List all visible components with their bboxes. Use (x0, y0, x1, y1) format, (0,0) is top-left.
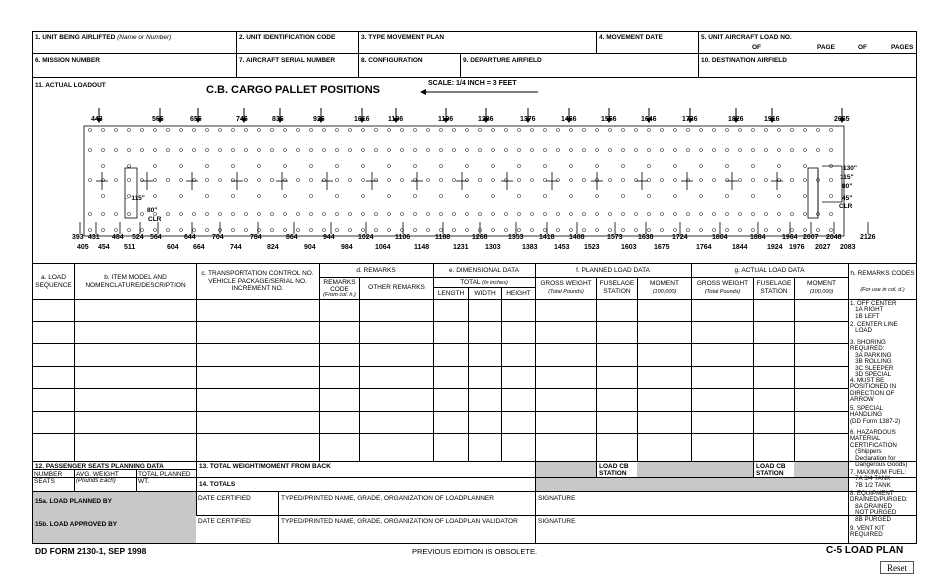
station-label-bottom: 2007 (803, 234, 819, 241)
form-number: DD FORM 2130-1, SEP 1998 (35, 546, 147, 556)
station-label-bottom: 984 (341, 244, 353, 251)
remark-code-item: 6. HAZARDOUS MATERIAL CERTIFICATION (Shippers Declaration for Dangerous Goods) (850, 429, 908, 469)
col-h-hint: (For use in col. d.) (860, 287, 905, 293)
remark-code-item: 4. MUST BE POSITIONED IN DIRECTION OF ARROW (850, 377, 897, 404)
col-g-station-header: FUSELAGE STATION (756, 280, 792, 295)
typed-validator-label: TYPED/PRINTED NAME, GRADE, ORGANIZATION OF LOADPLAN VALIDATOR (281, 518, 518, 525)
cargo-deck-diagram (32, 100, 916, 268)
ramp-box-left (125, 168, 137, 218)
station-label-top: 1286 (478, 116, 494, 123)
unit-airlifted-label: 1. UNIT BEING AIRLIFTED (Name or Number) (35, 34, 172, 41)
totals-label: 14. TOTALS (199, 481, 236, 488)
col-f-gross-hint: (Total Pounds) (548, 289, 584, 295)
col-f-header: f. PLANNED LOAD DATA (576, 267, 650, 274)
avg-weight-label: AVG. WEIGHT (76, 471, 119, 478)
station-label-bottom: 2027 (815, 244, 831, 251)
col-e-total-header: TOTAL (In inches) (460, 279, 508, 286)
typed-planner-label: TYPED/PRINTED NAME, GRADE, ORGANIZATION OF LOADPLANNER (281, 495, 494, 502)
departure-airfield-label: 9. DEPARTURE AIRFIELD (463, 57, 542, 64)
station-label-bottom: 1303 (485, 244, 501, 251)
station-label-top: 1466 (561, 116, 577, 123)
movement-date-label: 4. MOVEMENT DATE (599, 34, 663, 41)
type-movement-plan-label: 3. TYPE MOVEMENT PLAN (361, 34, 445, 41)
dim-115-left: ← 115" (123, 195, 145, 202)
station-label-bottom: 944 (323, 234, 335, 241)
station-label-bottom: 1453 (554, 244, 570, 251)
col-g-moment-header: MOMENT (807, 280, 836, 287)
unit-id-code-label: 2. UNIT IDENTIFICATION CODE (239, 34, 336, 41)
station-label-bottom: 704 (212, 234, 224, 241)
station-label-bottom: 405 (77, 244, 89, 251)
station-label-top: 566 (152, 116, 164, 123)
col-d-code-header: REMARKS CODE (323, 279, 356, 293)
signature-planned-label: SIGNATURE (538, 495, 576, 502)
total-weight-label: 13. TOTAL WEIGHT/MOMENT FROM BACK (199, 463, 331, 470)
station-label-bottom: 1603 (621, 244, 637, 251)
col-d-other-header: OTHER REMARKS (368, 284, 425, 291)
col-e-length-header: LENGTH (437, 290, 465, 297)
station-label-bottom: 1924 (767, 244, 783, 251)
configuration-label: 8. CONFIGURATION (361, 57, 423, 64)
station-label-top: 1556 (601, 116, 617, 123)
station-label-bottom: 1024 (358, 234, 374, 241)
station-label-bottom: 1675 (654, 244, 670, 251)
station-label-bottom: 904 (304, 244, 316, 251)
remark-code-item: 9. VENT KIT REQUIRED (850, 525, 885, 539)
col-e-height-header: HEIGHT (506, 290, 531, 297)
station-label-bottom: 744 (230, 244, 242, 251)
planned-by-label: 15a. LOAD PLANNED BY (35, 498, 112, 505)
station-label-bottom: 1353 (508, 234, 524, 241)
station-label-bottom: 1964 (782, 234, 798, 241)
col-d-code-hint: (From col. h.) (323, 292, 356, 298)
station-label-bottom: 484 (112, 234, 124, 241)
station-label-bottom: 664 (193, 244, 205, 251)
col-g-header: g. ACTUAL LOAD DATA (734, 267, 805, 274)
actual-loadout-label: 11. ACTUAL LOADOUT (35, 82, 106, 89)
station-label-bottom: 1418 (539, 234, 555, 241)
approved-by-label: 15b. LOAD APPROVED BY (35, 521, 118, 528)
station-label-bottom: 1231 (453, 244, 469, 251)
station-label-bottom: 604 (167, 244, 179, 251)
station-label-bottom: 393 (72, 234, 84, 241)
station-label-bottom: 824 (267, 244, 279, 251)
destination-airfield-label: 10. DESTINATION AIRFIELD (701, 57, 787, 64)
diagram-scale: SCALE: 1/4 INCH = 3 FEET (428, 80, 517, 87)
station-label-top: 1826 (728, 116, 744, 123)
col-g-moment-hint: (100,000) (809, 289, 834, 295)
station-label-bottom: 454 (98, 244, 110, 251)
station-label-bottom: 1976 (789, 244, 805, 251)
remark-code-item: 2. CENTER LINE LOAD (850, 321, 898, 335)
station-label-top: 836 (272, 116, 284, 123)
col-e-header: e. DIMENSIONAL DATA (449, 267, 519, 274)
seats-title: 12. PASSENGER SEATS PLANNING DATA (35, 463, 164, 470)
station-label-bottom: 1724 (672, 234, 688, 241)
col-g-gross-header: GROSS WEIGHT (696, 280, 749, 287)
number-seats-label: NUMBER SEATS (34, 471, 63, 485)
station-label-bottom: 644 (184, 234, 196, 241)
station-label-bottom: 1268 (472, 234, 488, 241)
station-label-bottom: 1488 (569, 234, 585, 241)
avg-weight-hint: (Pounds Each) (76, 478, 116, 484)
load-no-label: 5. UNIT AIRCRAFT LOAD NO. (701, 34, 792, 41)
station-label-top: 1376 (520, 116, 536, 123)
col-d-header: d. REMARKS (356, 267, 396, 274)
aircraft-serial-label: 7. AIRCRAFT SERIAL NUMBER (239, 57, 336, 64)
signature-approved-label: SIGNATURE (538, 518, 576, 525)
remark-code-item: 3. SHORING REQUIRED: 3A PARKING 3B ROLLING 3C SLEEPER 3D SPECIAL (850, 339, 894, 379)
station-label-top: 1016 (354, 116, 370, 123)
col-c-header: c. TRANSPORTATION CONTROL NO. VEHICLE PACKAGE/SERIAL NO. INCREMENT NO. (201, 270, 314, 292)
remark-code-item: 1. OFF CENTER 1A RIGHT 1B LEFT (850, 300, 897, 320)
station-label-bottom: 1764 (696, 244, 712, 251)
load-cb-station-actual: LOAD CB STATION (756, 463, 786, 477)
col-f-station-header: FUSELAGE STATION (599, 280, 635, 295)
station-label-top: 656 (190, 116, 202, 123)
remark-code-item: 8. EQUIPMENT DRAINED/PURGED: 8A DRAINED NOT PURGED 8B PURGED (850, 490, 908, 523)
col-g-gross-hint: (Total Pounds) (704, 289, 741, 295)
station-label-bottom: 524 (132, 234, 144, 241)
station-label-top: 746 (236, 116, 248, 123)
station-label-top: 1736 (682, 116, 698, 123)
station-label-bottom: 1573 (607, 234, 623, 241)
station-label-bottom: 431 (88, 234, 100, 241)
dim-45-right: 45" (842, 195, 853, 202)
pages-label: PAGES (891, 44, 914, 51)
dim-80-left: 80" (147, 207, 158, 214)
station-label-bottom: 1884 (750, 234, 766, 241)
page-label: PAGE (817, 44, 835, 51)
diagram-title: C.B. CARGO PALLET POSITIONS (206, 84, 380, 96)
reset-button[interactable]: Reset (880, 561, 914, 574)
col-f-moment-hint: (100,000) (652, 289, 677, 295)
remark-code-item: 7. MAXIMUM FUEL: 7A 3/4 TANK 7B 1/2 TANK (850, 469, 907, 489)
load-cb-station-planned: LOAD CB STATION (599, 463, 629, 477)
station-label-bottom: 1804 (712, 234, 728, 241)
obsolete-notice: PREVIOUS EDITION IS OBSOLETE. (412, 547, 538, 556)
dim-115-right: 115" (840, 174, 854, 181)
station-label-top: 1646 (641, 116, 657, 123)
station-label-top: 1916 (764, 116, 780, 123)
station-label-bottom: 1638 (638, 234, 654, 241)
station-label-top: 1106 (388, 116, 404, 123)
station-label-bottom: 564 (150, 234, 162, 241)
remark-code-item: 5. SPECIAL HANDLING (DD Form 1387-2) (850, 405, 901, 425)
ramp-box-right (808, 168, 818, 218)
station-label-bottom: 864 (286, 234, 298, 241)
total-planned-label: TOTAL PLANNED WT. (138, 471, 191, 485)
dim-130-right: 130" (843, 165, 857, 172)
station-label-bottom: 1523 (584, 244, 600, 251)
col-f-gross-header: GROSS WEIGHT (540, 280, 592, 287)
clr-left: CLR (148, 216, 162, 223)
page-of-label: OF (858, 44, 868, 51)
station-label-bottom: 784 (250, 234, 262, 241)
col-h-header: h. REMARKS CODES (850, 270, 915, 277)
station-label-bottom: 1383 (522, 244, 538, 251)
date-certified-approved: DATE CERTIFIED (198, 518, 251, 525)
station-label-bottom: 2048 (826, 234, 842, 241)
dim-80-right: 80" (842, 183, 853, 190)
station-label-bottom: 1106 (395, 234, 411, 241)
station-label-top: 443 (91, 116, 103, 123)
station-label-bottom: 1148 (414, 244, 430, 251)
scale-arrow (420, 88, 540, 96)
date-certified-planned: DATE CERTIFIED (198, 495, 251, 502)
station-label-bottom: 511 (124, 244, 136, 251)
station-label-top: 2065 (834, 116, 850, 123)
station-label-bottom: 2126 (860, 234, 876, 241)
station-label-bottom: 1188 (435, 234, 451, 241)
clr-right: CLR (839, 203, 853, 210)
col-f-moment-header: MOMENT (650, 280, 679, 287)
load-no-of-label: OF (752, 44, 762, 51)
col-a-header: a. LOAD SEQUENCE (35, 274, 72, 289)
station-label-top: 1196 (438, 116, 454, 123)
load-plan-title: C-5 LOAD PLAN (826, 545, 904, 556)
station-label-bottom: 1844 (732, 244, 748, 251)
station-label-top: 926 (313, 116, 325, 123)
station-label-bottom: 2083 (840, 244, 856, 251)
col-b-header: b. ITEM MODEL AND NOMENCLATURE/DESCRIPTION (85, 274, 186, 289)
col-e-width-header: WIDTH (474, 290, 496, 297)
station-label-bottom: 1064 (375, 244, 391, 251)
mission-number-label: 6. MISSION NUMBER (35, 57, 101, 64)
